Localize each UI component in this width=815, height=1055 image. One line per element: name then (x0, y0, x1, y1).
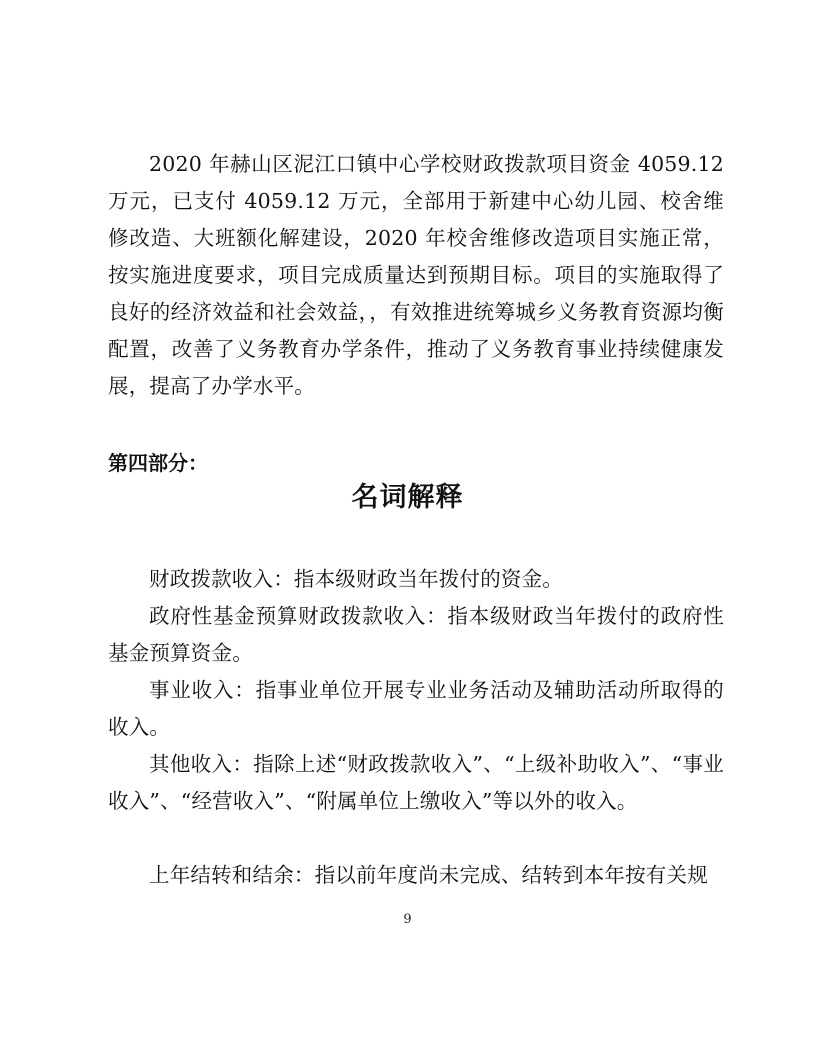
definition-other-income: 其他收入：指除上述“财政拨款收入”、“上级补助收入”、“事业收入”、“经营收入”、“附属单位上缴收入”等以外的收入。 (108, 752, 724, 813)
definition-carryover-balance: 上年结转和结余：指以前年度尚未完成、结转到本年按有关规 (149, 863, 708, 887)
definition-fiscal-appropriation-income: 财政拨款收入：指本级财政当年拨付的资金。 (149, 567, 563, 591)
summary-paragraph: 2020 年赫山区泥江口镇中心学校财政拨款项目资金 4059.12 万元，已支付 4059.12 万元，全部用于新建中心幼儿园、校舍维修改造、大班额化解建设，2020 年校舍维修改造项目实施正常，按实施进度要求，项目完成质量达到预期目标。项目的实施取得了良好的经济效益和社会效益，，有效推进统筹城乡义务教育资源均衡配置，改善了义务教育办学条件，推动了义务教育事业持续健康发展，提高了办学水平。 (108, 152, 724, 398)
section-title: 名词解释 (351, 482, 464, 513)
section-label: 第四部分： (108, 451, 208, 475)
definition-business-income: 事业收入：指事业单位开展专业业务活动及辅助活动所取得的收入。 (108, 678, 724, 739)
definition-government-fund-income: 政府性基金预算财政拨款收入：指本级财政当年拨付的政府性基金预算资金。 (108, 604, 724, 665)
page-number: 9 (403, 912, 412, 927)
